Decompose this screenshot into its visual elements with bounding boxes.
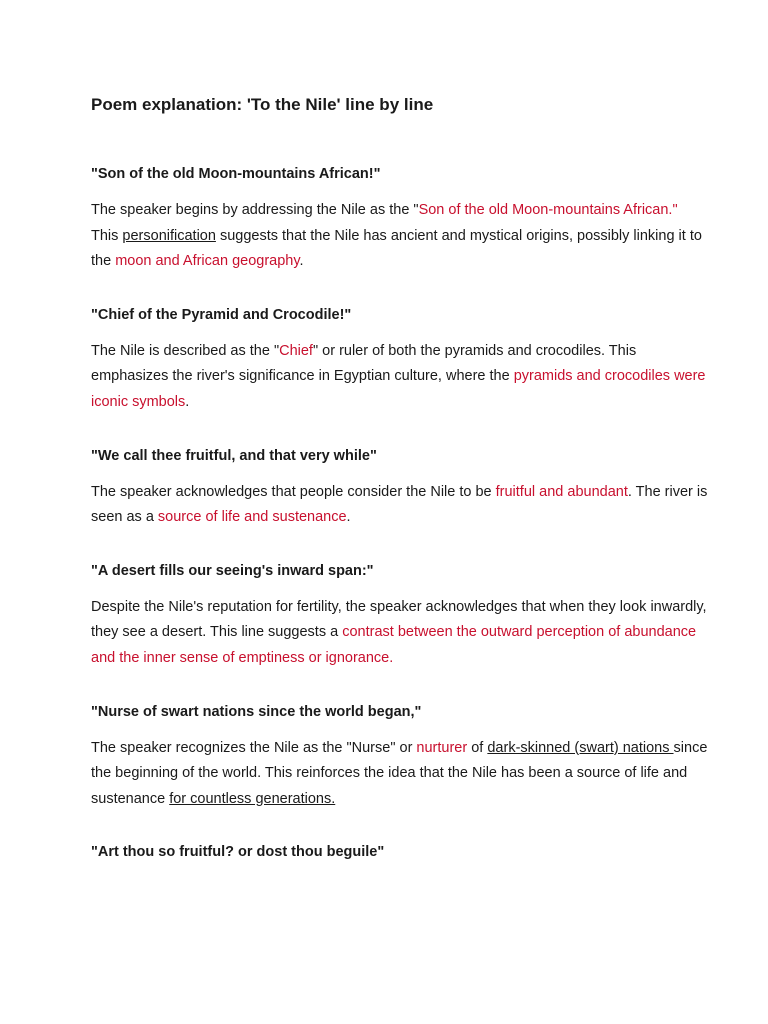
explanation-paragraph xyxy=(91,198,708,275)
section-desert-fills xyxy=(91,561,708,672)
page-title: Poem explanation: 'To the Nile' line by line xyxy=(91,95,434,114)
text-run: Despite the Nile's reputation for fertility, the speaker acknowledges that when they look inwardly, they see a desert. This line suggests a xyxy=(91,598,707,641)
text-run: . xyxy=(346,509,351,526)
highlighted-word: Chief xyxy=(279,342,313,359)
section-we-call-thee-fruitful xyxy=(91,446,708,531)
highlighted-phrase: pyramids and crocodiles were iconic symbols xyxy=(91,368,706,410)
underlined-phrase: for countless generations. xyxy=(169,790,336,807)
text-run: suggests that the Nile has ancient and mystical origins, possibly linking it to the xyxy=(91,227,702,270)
poem-line-heading: "A desert fills our seeing's inward span:" xyxy=(91,562,374,579)
section-son-of-moon-mountains xyxy=(91,164,708,275)
text-run: . xyxy=(185,393,190,410)
highlighted-phrase: fruitful and abundant xyxy=(495,483,628,500)
explanation-paragraph xyxy=(91,595,708,672)
section-nurse-of-swart-nations xyxy=(91,702,708,813)
poem-line-heading: "Art thou so fruitful? or dost thou beguile" xyxy=(91,844,385,861)
poem-line-heading: "Son of the old Moon-mountains African!" xyxy=(91,166,381,182)
text-run: The speaker begins by addressing the Nile as the " xyxy=(91,202,419,218)
text-run: since the beginning of the world. This reinforces the idea that the Nile has been a source of life and sustenance xyxy=(91,739,708,807)
highlighted-phrase: contrast between the outward perception of abundance and the inner sense of emptiness or ignorance. xyxy=(91,624,697,666)
section-chief-of-pyramid xyxy=(91,305,708,416)
text-run: " or ruler of both the pyramids and crocodiles. This emphasizes the river's significance in Egyptian culture, where the xyxy=(91,342,637,385)
highlighted-quote: Son of the old Moon-mountains African." xyxy=(418,202,678,218)
explanation-paragraph xyxy=(91,480,708,531)
poem-line-heading: "Nurse of swart nations since the world began," xyxy=(91,703,422,720)
poem-line-heading: "Chief of the Pyramid and Crocodile!" xyxy=(91,306,352,323)
underlined-phrase: dark-skinned (swart) nations xyxy=(487,739,674,756)
underlined-term: personification xyxy=(122,227,216,244)
text-run: . xyxy=(299,253,304,270)
text-run: The speaker acknowledges that people consider the Nile to be xyxy=(91,483,496,500)
highlighted-word: nurturer xyxy=(416,739,468,756)
text-run: The speaker recognizes the Nile as the "Nurse" or xyxy=(91,739,417,756)
text-run: of xyxy=(467,739,488,756)
text-run: The Nile is described as the " xyxy=(91,342,280,359)
section-art-thou-so-fruitful xyxy=(91,842,708,862)
poem-line-heading: "We call thee fruitful, and that very while" xyxy=(91,447,377,464)
highlighted-phrase: moon and African geography xyxy=(115,253,300,270)
text-run: This xyxy=(91,227,123,244)
explanation-paragraph xyxy=(91,736,708,813)
text-run: . The river is seen as a xyxy=(91,483,708,526)
highlighted-phrase: source of life and sustenance xyxy=(157,509,347,526)
explanation-paragraph xyxy=(91,339,708,416)
